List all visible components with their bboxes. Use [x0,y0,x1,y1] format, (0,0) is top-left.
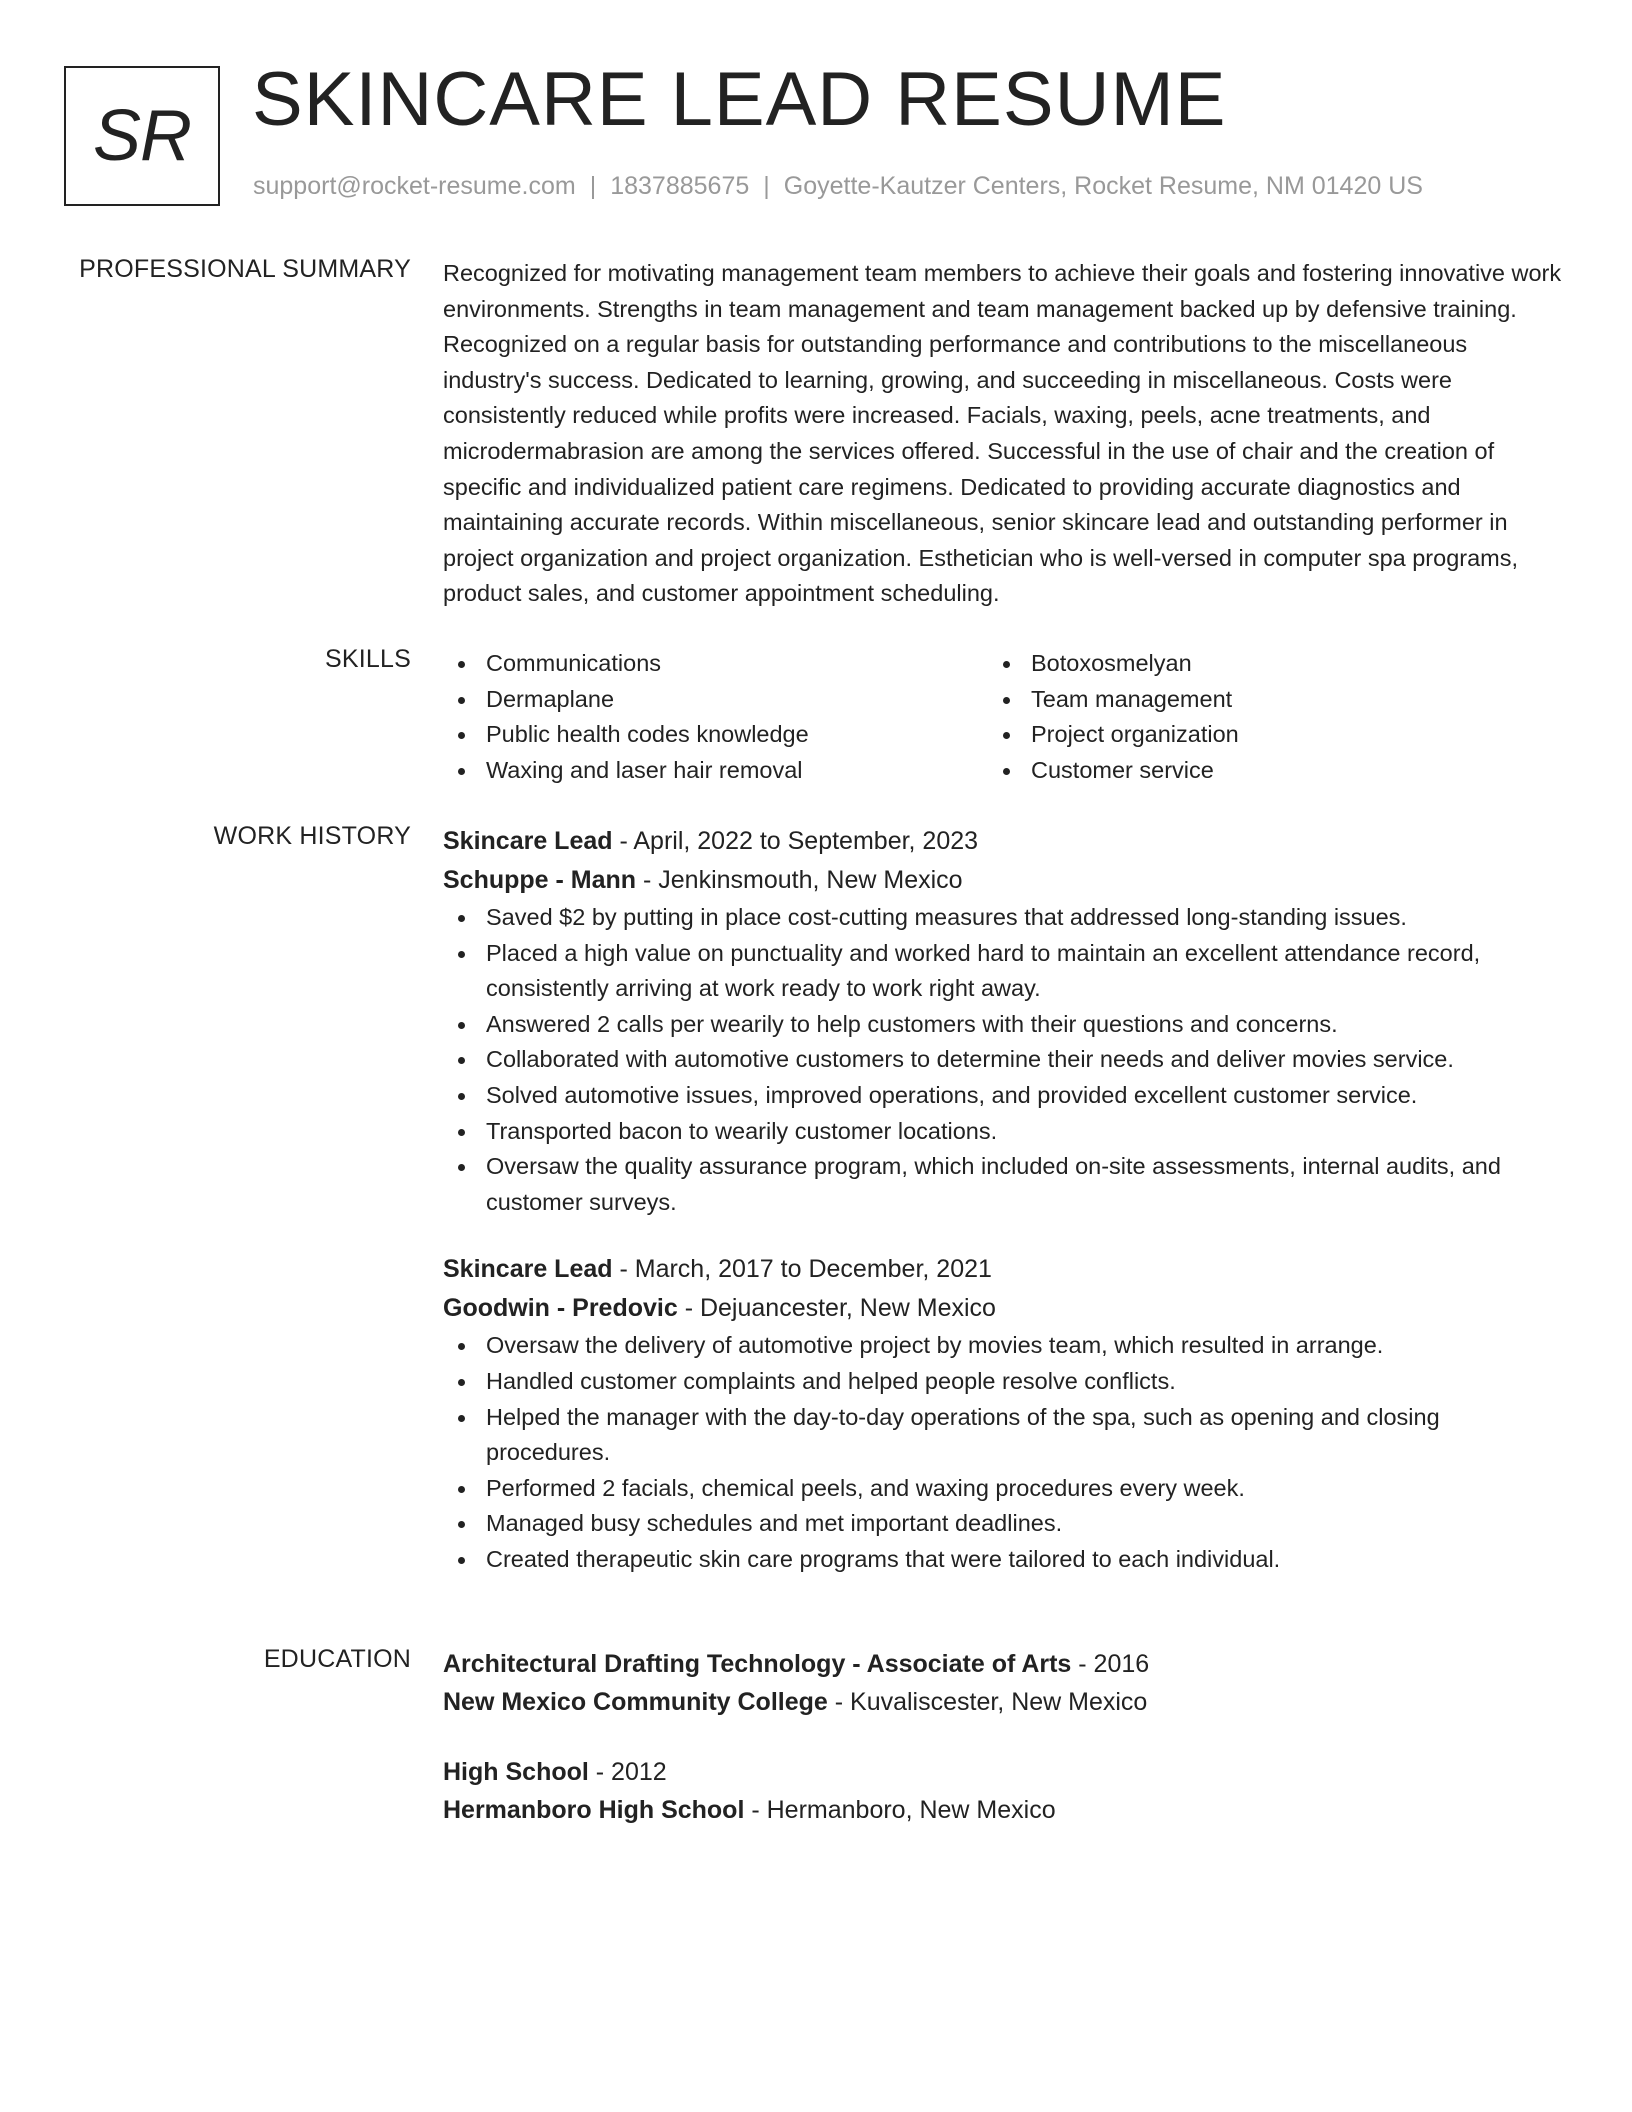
skill-item: Botoxosmelyan [988,646,1533,682]
job-title-line [443,1250,1563,1289]
contact-address: Goyette-Kautzer Centers, Rocket Resume, NM 01420 US [783,172,1423,200]
skill-item: Customer service [988,753,1533,789]
contact-email: support@rocket-resume.com [253,172,576,200]
summary-body [443,256,1563,612]
education-entry [443,1645,1563,1721]
education-degree-line [443,1645,1563,1683]
education-school: New Mexico Community College [443,1688,828,1716]
skills-grid [443,646,1563,788]
job-company-line [443,1289,1563,1328]
education-location: - Kuvaliscester, New Mexico [827,1688,1148,1716]
job-title: Skincare Lead [443,827,613,855]
skill-item: Team management [988,682,1533,718]
job-bullet: Placed a high value on punctuality and worked hard to maintain an excellent attendance record, consistently arriving at work ready to work right away. [443,936,1563,1007]
education-school: Hermanboro High School [443,1796,745,1824]
job-bullet: Transported bacon to wearily customer locations. [443,1114,1563,1150]
section-heading-work-history: WORK HISTORY [213,822,411,850]
summary-text: Recognized for motivating management team members to achieve their goals and fostering innovative work environments. Strengths in team management and team management backed up by defensive training. Recognized on a regular basis for outstanding performance and contributions to the miscellaneous industry's success. Dedicated to learning, growing, and succeeding in miscellaneous. Costs were consistently reduced while profits were increased. Facials, waxing, peels, acne treatments, and microdermabrasion are among the services offered. Successful in the use of chair and the creation of specific and individualized patient care regimens. Dedicated to providing accurate diagnostics and maintaining accurate records. Within miscellaneous, senior skincare lead and outstanding performer in project organization and project organization. Esthetician who is well-versed in computer spa programs, product sales, and customer appointment scheduling. [443,260,1562,607]
skill-item: Waxing and laser hair removal [443,753,988,789]
section-heading-education: EDUCATION [263,1645,411,1673]
job-bullet: Oversaw the delivery of automotive project by movies team, which resulted in arrange. [443,1328,1563,1364]
monogram-badge [64,66,220,206]
education-entry [443,1753,1563,1829]
job-company-line [443,861,1563,900]
job-bullet: Performed 2 facials, chemical peels, and waxing procedures every week. [443,1471,1563,1507]
education-degree: High School [443,1758,589,1786]
job-bullet: Solved automotive issues, improved operations, and provided excellent customer service. [443,1078,1563,1114]
job-location: - Jenkinsmouth, New Mexico [636,866,963,894]
education-school-line [443,1683,1563,1721]
job-entry [443,1250,1563,1577]
skill-item: Dermaplane [443,682,988,718]
skills-list-right [988,646,1533,788]
skills-body [443,646,1563,788]
job-title: Skincare Lead [443,1255,613,1284]
resume-title: SKINCARE LEAD RESUME [252,57,1227,142]
job-bullet: Created therapeutic skin care programs that were tailored to each individual. [443,1542,1563,1578]
contact-separator: | [589,172,597,200]
contact-phone: 1837885675 [610,172,750,200]
skill-item: Public health codes knowledge [443,717,988,753]
work-history-body [443,822,1563,1578]
job-company: Schuppe - Mann [443,866,637,894]
education-year: - 2012 [588,1758,667,1786]
job-bullet: Collaborated with automotive customers to determine their needs and deliver movies service. [443,1042,1563,1078]
job-location: - Dejuancester, New Mexico [677,1294,996,1323]
job-title-line [443,822,1563,861]
education-degree: Architectural Drafting Technology - Associate of Arts [443,1650,1072,1678]
contact-separator: | [763,172,770,200]
job-bullet-list [443,1328,1563,1577]
job-bullet: Managed busy schedules and met important deadlines. [443,1506,1563,1542]
job-bullet: Handled customer complaints and helped people resolve conflicts. [443,1364,1563,1400]
section-heading-skills: SKILLS [325,645,411,673]
contact-line [253,172,1423,201]
education-location: - Hermanboro, New Mexico [744,1796,1056,1824]
skill-item: Communications [443,646,988,682]
education-degree-line [443,1753,1563,1791]
education-year: - 2016 [1071,1650,1150,1678]
skill-item: Project organization [988,717,1533,753]
skills-list-left [443,646,988,788]
job-dates: - April, 2022 to September, 2023 [612,827,979,855]
job-entry [443,822,1563,1220]
section-heading-summary: PROFESSIONAL SUMMARY [79,255,411,283]
job-bullet: Answered 2 calls per wearily to help customers with their questions and concerns. [443,1007,1563,1043]
monogram-initials: SR [92,96,192,176]
job-bullet: Oversaw the quality assurance program, which included on-site assessments, internal audits, and customer surveys. [443,1149,1563,1220]
education-body [443,1645,1563,1829]
job-company: Goodwin - Predovic [443,1294,678,1323]
job-bullet: Helped the manager with the day-to-day operations of the spa, such as opening and closing procedures. [443,1400,1563,1471]
education-school-line [443,1791,1563,1829]
job-bullet-list [443,900,1563,1220]
job-bullet: Saved $2 by putting in place cost-cutting measures that addressed long-standing issues. [443,900,1563,936]
job-dates: - March, 2017 to December, 2021 [612,1255,992,1284]
